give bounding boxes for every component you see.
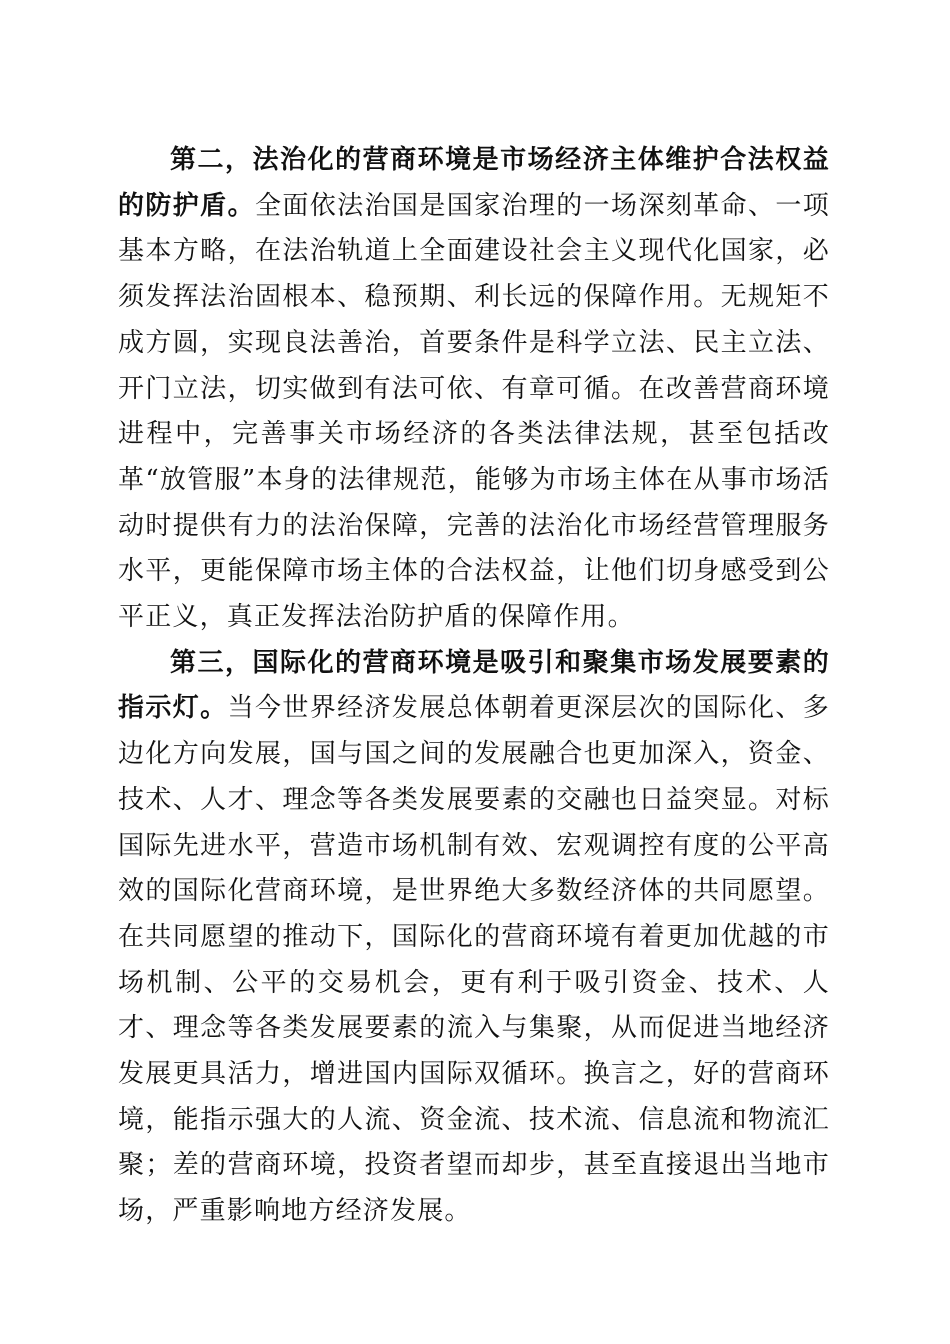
paragraph-text: 全面依法治国是国家治理的一场深刻革命、一项基本方略，在法治轨道上全面建设社会主义现代化国家，必须发挥法治固根本、稳预期、利长远的保障作用。无规矩不成方圆，实现良法善治，首要条件是科学立法、民主立法、开门立法，切实做到有法可依、有章可循。在改善营商环境进程中，完善事关市场经济的各类法律法规，甚至包括改革“放管服”本身的法律规范，能够为市场主体在从事市场活动时提供有力的法治保障，完善的法治化市场经营管理服务水平，更能保障市场主体的合法权益，让他们切身感受到公平正义，真正发挥法治防护盾的保障作用。 xyxy=(118,190,830,633)
paragraph-internationalization xyxy=(118,641,830,1235)
paragraph-lead-heading: 第三，国际化的营商环境是吸引和聚集市场发展要素的指示灯。 xyxy=(118,647,830,724)
document-body xyxy=(118,138,830,1235)
paragraph-text: 当今世界经济发展总体朝着更深层次的国际化、多边化方向发展，国与国之间的发展融合也更加深入，资金、技术、人才、理念等各类发展要素的交融也日益突显。对标国际先进水平，营造市场机制有效、宏观调控有度的公平高效的国际化营商环境，是世界绝大多数经济体的共同愿望。在共同愿望的推动下，国际化的营商环境有着更加优越的市场机制、公平的交易机会，更有利于吸引资金、技术、人才、理念等各类发展要素的流入与集聚，从而促进当地经济发展更具活力，增进国内国际双循环。换言之，好的营商环境，能指示强大的人流、资金流、技术流、信息流和物流汇聚；差的营商环境，投资者望而却步，甚至直接退出当地市场，严重影响地方经济发展。 xyxy=(118,693,830,1227)
paragraph-rule-of-law xyxy=(118,138,830,641)
paragraph-lead-heading: 第二，法治化的营商环境是市场经济主体维护合法权益的防护盾。 xyxy=(118,145,830,221)
